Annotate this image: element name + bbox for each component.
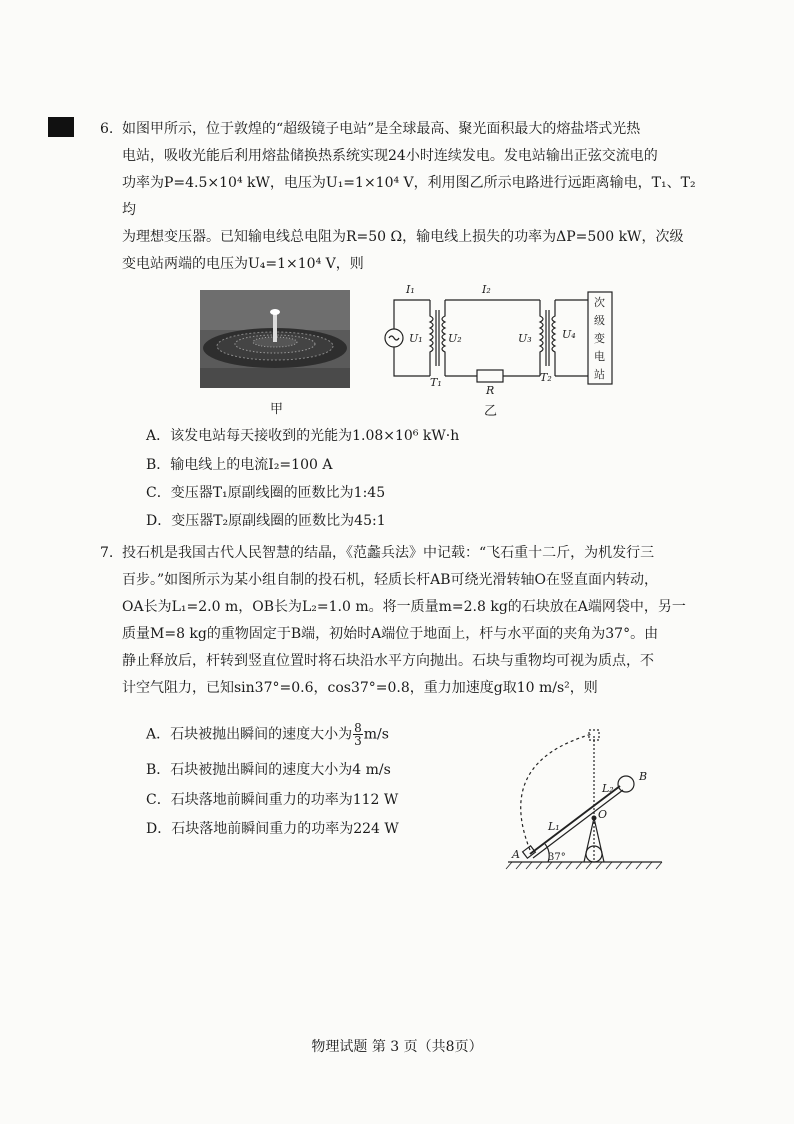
solar-plant-photo	[200, 290, 350, 388]
q6-option-c[interactable]: C．变压器T₁原副线圈的匝数比为1:45	[146, 485, 386, 501]
svg-text:O: O	[598, 808, 608, 821]
svg-text:L₂: L₂	[602, 782, 614, 795]
question-7-line-6: 计空气阻力，已知sin37°=0.6，cos37°=0.8，重力加速度g取10 m/s²，则	[122, 680, 598, 696]
q7-option-d[interactable]: D．石块落地前瞬间重力的功率为224 W	[146, 821, 399, 837]
svg-text:37°: 37°	[548, 852, 566, 863]
question-6-line-5: 变电站两端的电压为U₄=1×10⁴ V，则	[122, 256, 364, 272]
question-6-line-3: 功率为P=4.5×10⁴ kW，电压为U₁=1×10⁴ V，利用图乙所示电路进行远距离输电，T₁、T₂均	[122, 175, 696, 218]
svg-text:B: B	[639, 770, 648, 783]
question-7-line-5: 静止释放后，杆转到竖直位置时将石块沿水平方向抛出。石块与重物均可视为质点，不	[122, 653, 654, 669]
svg-text:级: 级	[594, 314, 605, 327]
question-7	[100, 540, 702, 702]
svg-text:U₄: U₄	[562, 328, 576, 341]
svg-text:U₁: U₁	[409, 332, 423, 345]
svg-text:R: R	[486, 384, 495, 395]
page-footer: 物理试题 第 3 页（共8页）	[311, 1039, 483, 1055]
svg-text:T₂: T₂	[540, 371, 552, 384]
registration-mark	[48, 117, 74, 137]
svg-text:I₁: I₁	[406, 283, 415, 296]
question-6	[100, 116, 702, 278]
svg-text:U₃: U₃	[518, 332, 532, 345]
question-6-line-2: 电站，吸收光能后利用熔盐储换热系统实现24小时连续发电。发电站输出正弦交流电的	[122, 148, 658, 164]
trebuchet-diagram	[500, 722, 670, 872]
svg-text:站: 站	[594, 368, 605, 381]
question-7-line-3: OA长为L₁=2.0 m，OB长为L₂=1.0 m。将一质量m=2.8 kg的石块放在A端网袋中，另一	[122, 599, 686, 615]
figure-jia-caption: 甲	[270, 402, 284, 417]
transmission-circuit-diagram	[378, 280, 618, 395]
fraction: $\frac{8}{3}$	[354, 721, 362, 748]
svg-text:L₁: L₁	[548, 820, 560, 833]
svg-text:I₂: I₂	[482, 283, 491, 296]
svg-text:次: 次	[594, 296, 605, 309]
q6-option-a[interactable]: A．该发电站每天接收到的光能为1.08×10⁶ kW·h	[146, 428, 460, 444]
q7-option-b[interactable]: B．石块被抛出瞬间的速度大小为4 m/s	[146, 762, 391, 778]
svg-text:T₁: T₁	[430, 376, 442, 389]
q6-option-b[interactable]: B．输电线上的电流I₂=100 A	[146, 457, 333, 473]
svg-text:A: A	[512, 848, 520, 861]
question-7-line-2: 百步。”如图所示为某小组自制的投石机，轻质长杆AB可绕光滑转轴O在竖直面内转动，	[122, 572, 659, 588]
svg-text:变: 变	[594, 332, 605, 345]
figure-yi-caption: 乙	[484, 404, 498, 419]
svg-text:U₂: U₂	[448, 332, 462, 345]
q7-option-a[interactable]: A．石块被抛出瞬间的速度大小为 $\frac{8}{3}$ m/s	[146, 721, 389, 748]
question-7-line-4: 质量M=8 kg的重物固定于B端，初始时A端位于地面上，杆与水平面的夹角为37°。由	[122, 626, 659, 642]
question-7-number: 7.	[100, 545, 114, 561]
question-6-line-4: 为理想变压器。已知输电线总电阻为R=50 Ω，输电线上损失的功率为ΔP=500 kW，次级	[122, 229, 684, 245]
question-6-line-1: 6. 如图甲所示，位于敦煌的“超级镜子电站”是全球最高、聚光面积最大的熔盐塔式光热	[122, 116, 702, 143]
q7-option-c[interactable]: C．石块落地前瞬间重力的功率为112 W	[146, 792, 399, 808]
question-6-number: 6.	[100, 121, 114, 137]
question-7-line-1: 7. 投石机是我国古代人民智慧的结晶，《范蠡兵法》中记载：“飞石重十二斤，为机发行三	[122, 540, 702, 567]
svg-text:电: 电	[594, 350, 605, 363]
q6-option-d[interactable]: D．变压器T₂原副线圈的匝数比为45:1	[146, 513, 386, 529]
